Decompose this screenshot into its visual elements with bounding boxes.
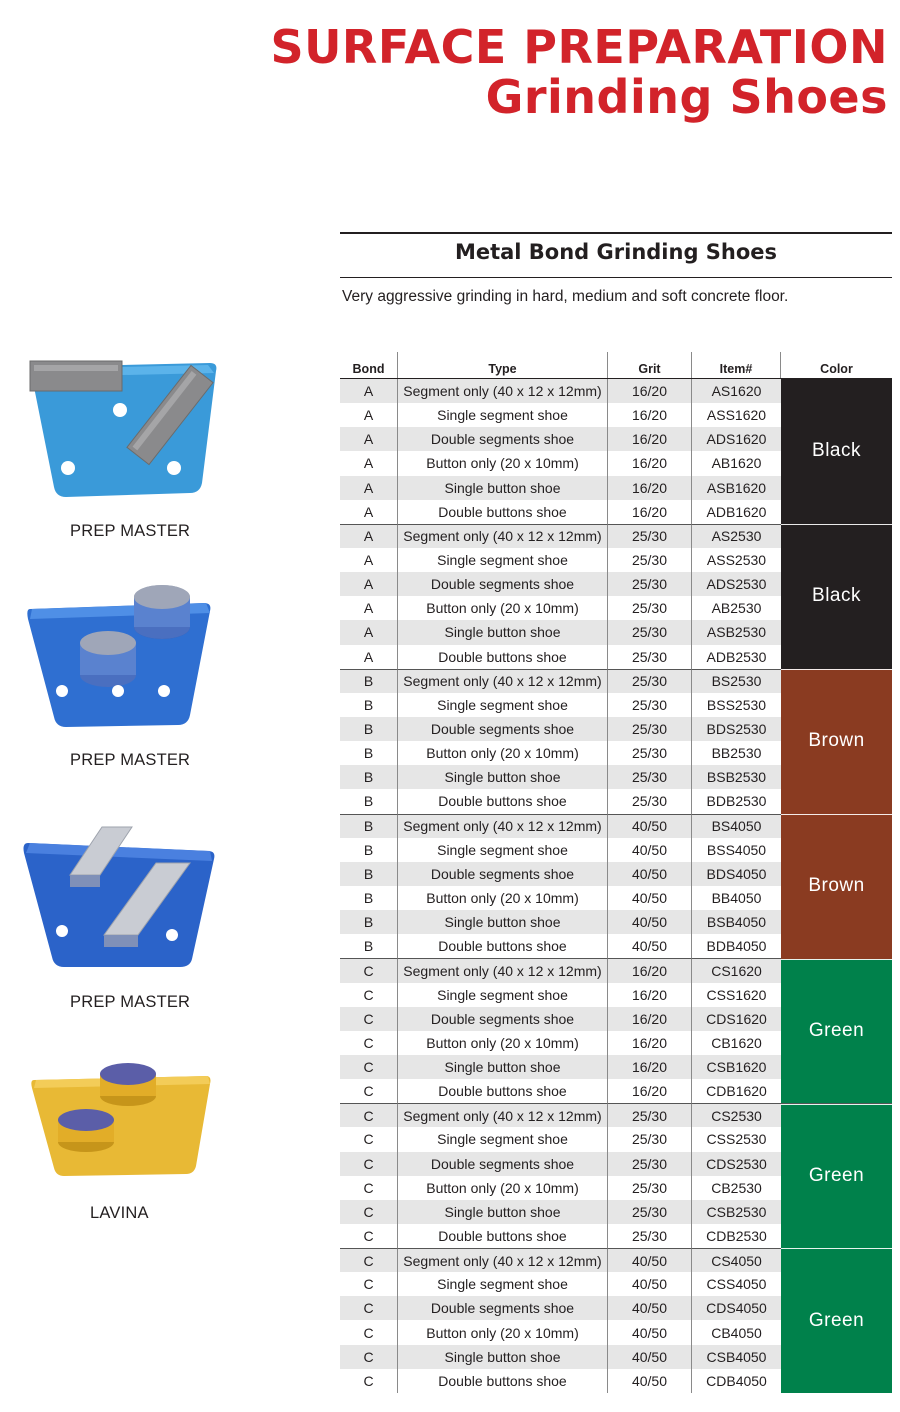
section-description: Very aggressive grinding in hard, medium and soft concrete floor. [342,288,789,305]
type-cell: Double buttons shoe [398,645,608,669]
title-line-2: Grinding Shoes [485,70,888,124]
item-cell: AS1620 [692,379,781,403]
color-swatch-block: Black [781,524,892,669]
type-cell: Single segment shoe [398,1272,608,1296]
grit-cell: 16/20 [608,427,692,451]
bond-cell: C [340,958,398,982]
product-label-1: PREP MASTER [70,522,191,540]
grit-cell: 25/30 [608,524,692,548]
color-divider [781,1104,892,1105]
grit-cell: 40/50 [608,862,692,886]
item-cell: ADB2530 [706,648,767,665]
grit-cell: 25/30 [608,645,692,669]
color-swatch-block: Green [781,1248,892,1393]
grit-cell: 25/30 [608,789,692,813]
grit-cell: 25/30 [608,1200,692,1224]
type-cell: Single segment shoe [398,693,608,717]
bond-cell: C [340,983,398,1007]
type-cell: Button only (20 x 10mm) [398,1031,608,1055]
bond-cell: C [340,1007,398,1031]
page-title [270,22,888,122]
grit-cell: 25/30 [608,765,692,789]
item-cell: CS1620 [692,958,781,982]
item-cell: ASB1620 [692,476,781,500]
bond-cell: C [340,1272,398,1296]
item-cell: CS2530 [692,1103,781,1127]
bond-cell: A [340,645,398,669]
grit-cell: 40/50 [608,1248,692,1272]
grit-cell: 16/20 [608,1079,692,1103]
bond-cell: C [340,1320,398,1344]
product-image-1 [22,355,222,540]
color-divider [781,524,892,525]
bond-cell: C [340,1345,398,1369]
bond-cell: C [340,1200,398,1224]
two-diamond-shoe-icon [20,825,220,975]
type-cell: Double buttons shoe [398,1079,608,1103]
item-cell: CDS4050 [692,1296,781,1320]
color-swatch-block: Brown [781,669,892,814]
type-cell: Double segments shoe [398,1007,608,1031]
type-cell: Single segment shoe [398,983,608,1007]
grit-cell: 16/20 [608,1007,692,1031]
type-cell: Button only (20 x 10mm) [398,451,608,475]
type-cell: Single segment shoe [398,403,608,427]
color-swatch-block: Green [781,1104,892,1249]
item-cell: BS2530 [692,669,781,693]
grit-cell: 25/30 [608,620,692,644]
type-cell: Single button shoe [398,1200,608,1224]
type-cell: Single button shoe [398,1055,608,1079]
item-cell: BDS4050 [692,862,781,886]
type-cell: Segment only (40 x 12 x 12mm) [398,669,608,693]
item-cell: CSB2530 [692,1200,781,1224]
bond-cell: A [340,524,398,548]
product-image-4 [30,1062,215,1222]
grit-cell: 40/50 [608,814,692,838]
grit-cell: 25/30 [608,1127,692,1151]
type-cell: Double buttons shoe [398,1224,608,1248]
bond-cell: C [340,1224,398,1248]
type-cell: Single button shoe [398,910,608,934]
grit-cell: 16/20 [608,958,692,982]
item-cell: ASS1620 [706,407,767,424]
section-heading: Metal Bond Grinding Shoes [454,240,778,264]
item-cell: CB2530 [711,1179,762,1196]
bond-cell: C [340,1152,398,1176]
grit-cell: 16/20 [608,451,692,475]
type-cell: Button only (20 x 10mm) [398,886,608,910]
type-cell: Single segment shoe [398,1127,608,1151]
grit-cell: 25/30 [608,548,692,572]
type-cell: Segment only (40 x 12 x 12mm) [398,379,608,403]
item-cell: CSS2530 [706,1131,767,1148]
item-cell: CDB4050 [706,1372,767,1389]
item-cell: CB4050 [711,1324,762,1341]
item-cell: BDB4050 [706,938,767,955]
heading-rule-bottom [340,277,892,278]
item-cell: AB2530 [711,600,762,617]
table-body [340,379,892,1393]
bond-cell: B [340,765,398,789]
bond-cell: A [340,620,398,644]
type-cell: Single segment shoe [398,838,608,862]
item-cell: ASS2530 [706,552,767,569]
bond-cell: A [340,379,398,403]
type-cell: Segment only (40 x 12 x 12mm) [398,1103,608,1127]
bond-cell: A [340,500,398,524]
type-cell: Button only (20 x 10mm) [398,1176,608,1200]
bond-cell: B [340,693,398,717]
item-cell: CDS2530 [692,1152,781,1176]
color-divider [781,1248,892,1249]
grit-cell: 40/50 [608,1272,692,1296]
grit-cell: 25/30 [608,741,692,765]
type-cell: Single button shoe [398,765,608,789]
item-cell: BB4050 [711,890,762,907]
bond-cell: A [340,476,398,500]
grit-cell: 25/30 [608,1152,692,1176]
two-segment-shoe-icon [22,355,222,505]
two-button-shoe-icon [22,585,222,735]
type-cell: Button only (20 x 10mm) [398,741,608,765]
header-color: Color [820,362,853,376]
bond-cell: C [340,1248,398,1272]
item-cell: CB1620 [711,1034,762,1051]
type-cell: Button only (20 x 10mm) [398,596,608,620]
bond-cell: B [340,862,398,886]
type-cell: Double segments shoe [398,717,608,741]
item-cell: ASB2530 [692,620,781,644]
item-cell: BSB4050 [692,910,781,934]
grit-cell: 40/50 [608,886,692,910]
item-cell: AS2530 [692,524,781,548]
grit-cell: 16/20 [608,1055,692,1079]
heading-rule-top [340,232,892,234]
type-cell: Double buttons shoe [398,500,608,524]
type-cell: Double buttons shoe [398,1369,608,1393]
grit-cell: 16/20 [608,1031,692,1055]
header-grit: Grit [608,352,692,378]
grit-cell: 16/20 [608,983,692,1007]
header-type: Type [398,352,608,378]
grit-cell: 40/50 [608,1296,692,1320]
grit-cell: 40/50 [608,910,692,934]
table-header [340,352,892,379]
bond-cell: B [340,814,398,838]
product-image-3 [20,825,220,1011]
color-divider [781,669,892,670]
grit-cell: 25/30 [608,596,692,620]
bond-cell: C [340,1103,398,1127]
bond-cell: B [340,886,398,910]
grit-cell: 25/30 [608,1224,692,1248]
type-cell: Single button shoe [398,620,608,644]
product-image-2 [22,585,222,769]
bond-cell: C [340,1031,398,1055]
product-label-4: LAVINA [90,1204,149,1222]
grit-cell: 16/20 [608,379,692,403]
grit-cell: 25/30 [608,717,692,741]
grit-cell: 40/50 [608,934,692,958]
type-cell: Segment only (40 x 12 x 12mm) [398,1248,608,1272]
color-divider [781,959,892,960]
item-cell: BS4050 [692,814,781,838]
bond-cell: B [340,838,398,862]
type-cell: Double segments shoe [398,1296,608,1320]
grit-cell: 25/30 [608,1103,692,1127]
bond-cell: A [340,403,398,427]
grit-cell: 40/50 [608,838,692,862]
bond-cell: A [340,548,398,572]
bond-cell: C [340,1127,398,1151]
bond-cell: B [340,741,398,765]
grit-cell: 40/50 [608,1320,692,1344]
grit-cell: 16/20 [608,500,692,524]
item-cell: BSS2530 [706,696,767,713]
type-cell: Single button shoe [398,1345,608,1369]
color-swatch-block: Brown [781,814,892,959]
item-cell: ADS1620 [692,427,781,451]
item-cell: ADB1620 [706,503,767,520]
grit-cell: 16/20 [608,476,692,500]
grit-cell: 40/50 [608,1369,692,1393]
bond-cell: C [340,1055,398,1079]
item-cell: BSS4050 [706,841,767,858]
type-cell: Button only (20 x 10mm) [398,1320,608,1344]
item-cell: CDB2530 [706,1227,767,1244]
type-cell: Double segments shoe [398,572,608,596]
color-divider [781,814,892,815]
bond-cell: C [340,1079,398,1103]
item-cell: ADS2530 [692,572,781,596]
grit-cell: 25/30 [608,1176,692,1200]
item-cell: CSS4050 [706,1276,767,1293]
bond-cell: A [340,572,398,596]
type-cell: Double segments shoe [398,427,608,451]
bond-cell: A [340,451,398,475]
two-button-yellow-shoe-icon [30,1062,215,1187]
item-cell: CS4050 [692,1248,781,1272]
item-cell: CSB4050 [692,1345,781,1369]
type-cell: Segment only (40 x 12 x 12mm) [398,524,608,548]
item-cell: CDB1620 [706,1083,767,1100]
item-cell: BB2530 [711,745,762,762]
item-cell: CSS1620 [706,986,767,1003]
bond-cell: B [340,789,398,813]
product-label-3: PREP MASTER [70,993,191,1011]
type-cell: Double buttons shoe [398,934,608,958]
header-item: Item# [692,352,781,378]
item-cell: BDB2530 [706,793,767,810]
item-cell: CDS1620 [692,1007,781,1031]
type-cell: Segment only (40 x 12 x 12mm) [398,814,608,838]
item-cell: CSB1620 [692,1055,781,1079]
type-cell: Double buttons shoe [398,789,608,813]
product-label-2: PREP MASTER [70,751,191,769]
bond-cell: C [340,1369,398,1393]
spec-table [340,352,892,1393]
grit-cell: 25/30 [608,693,692,717]
item-cell: BSB2530 [692,765,781,789]
type-cell: Single button shoe [398,476,608,500]
type-cell: Segment only (40 x 12 x 12mm) [398,958,608,982]
bond-cell: A [340,427,398,451]
item-cell: BDS2530 [692,717,781,741]
bond-cell: C [340,1176,398,1200]
header-bond: Bond [340,352,398,378]
bond-cell: B [340,934,398,958]
bond-cell: B [340,669,398,693]
bond-cell: C [340,1296,398,1320]
bond-cell: B [340,910,398,934]
type-cell: Double segments shoe [398,1152,608,1176]
grit-cell: 40/50 [608,1345,692,1369]
grit-cell: 25/30 [608,669,692,693]
type-cell: Double segments shoe [398,862,608,886]
title-line-1: SURFACE PREPARATION [270,20,888,74]
grit-cell: 25/30 [608,572,692,596]
bond-cell: B [340,717,398,741]
color-swatch-block: Green [781,959,892,1104]
color-swatch-block: Black [781,379,892,524]
item-cell: AB1620 [711,455,762,472]
type-cell: Single segment shoe [398,548,608,572]
grit-cell: 16/20 [608,403,692,427]
bond-cell: A [340,596,398,620]
